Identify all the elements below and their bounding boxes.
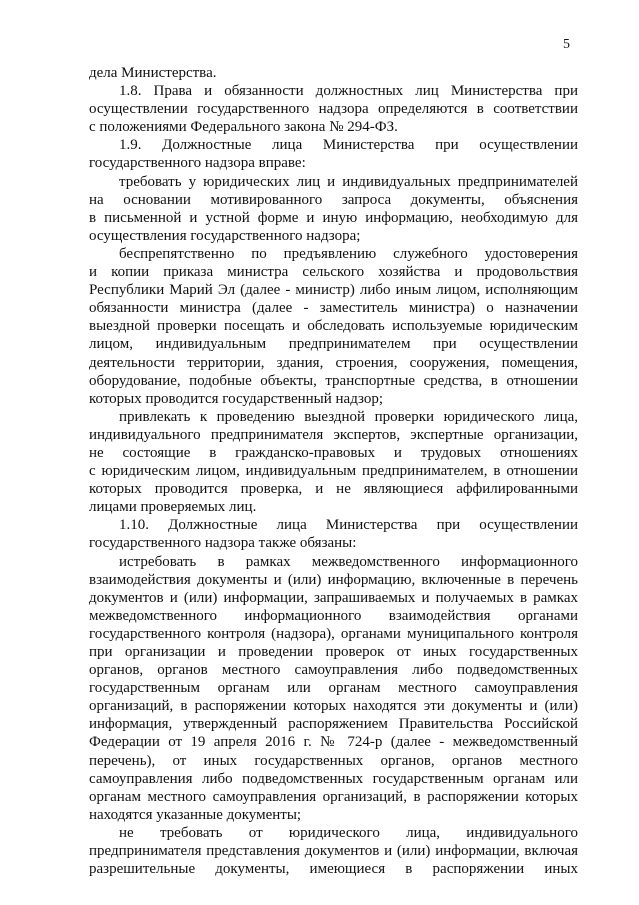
text-line: межведомственного информационного взаимодействия органами (89, 607, 578, 624)
text-line: не требовать от юридического лица, индивидуального (119, 824, 578, 841)
text-line: 1.9. Должностные лица Министерства при осуществлении (119, 137, 578, 154)
text-line: деятельности территории, здания, строения, сооружения, помещения, (89, 354, 578, 371)
text-line: оборудование, подобные объекты, транспортные средства, в отношении (89, 372, 578, 389)
text-line: на основании мотивированного запроса документы, объяснения (89, 191, 578, 208)
text-line: истребовать в рамках межведомственного информационного (119, 553, 578, 570)
text-line: 1.10. Должностные лица Министерства при осуществлении (119, 517, 578, 534)
text-line: органам местного самоуправления организаций, в распоряжении которых (89, 788, 578, 805)
text-line: обязанности министра (далее - заместитель министра) о назначении (89, 300, 578, 317)
text-line: с положениями Федерального закона № 294-ФЗ. (89, 119, 398, 136)
text-line: привлекать к проведению выездной проверки юридического лица, (119, 408, 578, 425)
text-line: документов и (или) информации, запрашиваемых и получаемых в рамках (89, 589, 578, 606)
text-line: государственного надзора также обязаны: (89, 535, 357, 552)
text-line: предпринимателя представления документов и (или) информации, включая (89, 843, 578, 860)
text-line: Федерации от 19 апреля 2016 г. № 724-р (далее - межведомственный (89, 734, 578, 751)
text-line: лицом, индивидуальным предпринимателем при осуществлении (89, 336, 578, 353)
text-line: разрешительные документы, имеющиеся в распоряжении иных (89, 861, 578, 878)
text-line: индивидуального предпринимателя экспертов, экспертные организации, (89, 426, 578, 443)
text-line: которых проводится проверка, и не являющиеся аффилированными (89, 481, 578, 498)
text-line: в письменной и устной форме и иную информацию, необходимую для (89, 209, 578, 226)
text-line: взаимодействия документы и (или) информацию, включенные в перечень (89, 571, 578, 588)
text-line: выездной проверки посещать и обследовать используемые юридическим (89, 318, 578, 335)
text-line: государственного контроля (надзора), органами муниципального контроля (89, 625, 578, 642)
text-line: с юридическим лицом, индивидуальным предпринимателем, в отношении (89, 463, 578, 480)
text-line: осуществления государственного надзора; (89, 227, 361, 244)
text-line: беспрепятственно по предъявлению служебного удостоверения (119, 245, 578, 262)
page-number: 5 (563, 37, 570, 52)
text-line: лицами проверяемых лиц. (89, 499, 257, 516)
text-line: и копии приказа министра сельского хозяйства и продовольствия (89, 264, 578, 281)
text-line: 1.8. Права и обязанности должностных лиц Министерства при (119, 83, 578, 100)
text-line: дела Министерства. (89, 65, 217, 81)
text-line: органов, органов местного самоуправления либо подведомственных (89, 662, 578, 679)
text-line: которых проводится государственный надзор; (89, 390, 384, 407)
document-body (89, 64, 578, 878)
text-line: находятся указанные документы; (89, 806, 302, 823)
text-line: осуществлении государственного надзора определяются в соответствии (89, 101, 578, 118)
text-line: Республики Марий Эл (далее - министр) либо иным лицом, исполняющим (89, 282, 578, 299)
text-line: требовать у юридических лиц и индивидуальных предпринимателей (119, 173, 578, 190)
text-line: самоуправления либо подведомственных государственным органам или (89, 770, 578, 787)
text-line: государственного надзора вправе: (89, 155, 306, 172)
text-line: информация, утвержденный распоряжением Правительства Российской (89, 716, 578, 733)
text-line: не состоящие в гражданско-правовых и трудовых отношениях (89, 444, 578, 461)
text-line: при организации и проведении проверок от иных государственных (89, 644, 578, 660)
text-line: государственным органам или органам местного самоуправления (89, 680, 578, 697)
text-line: перечень), от иных государственных органов, органов местного (89, 752, 578, 769)
text-line: организаций, в распоряжении которых находятся эти документы и (или) (89, 698, 578, 715)
